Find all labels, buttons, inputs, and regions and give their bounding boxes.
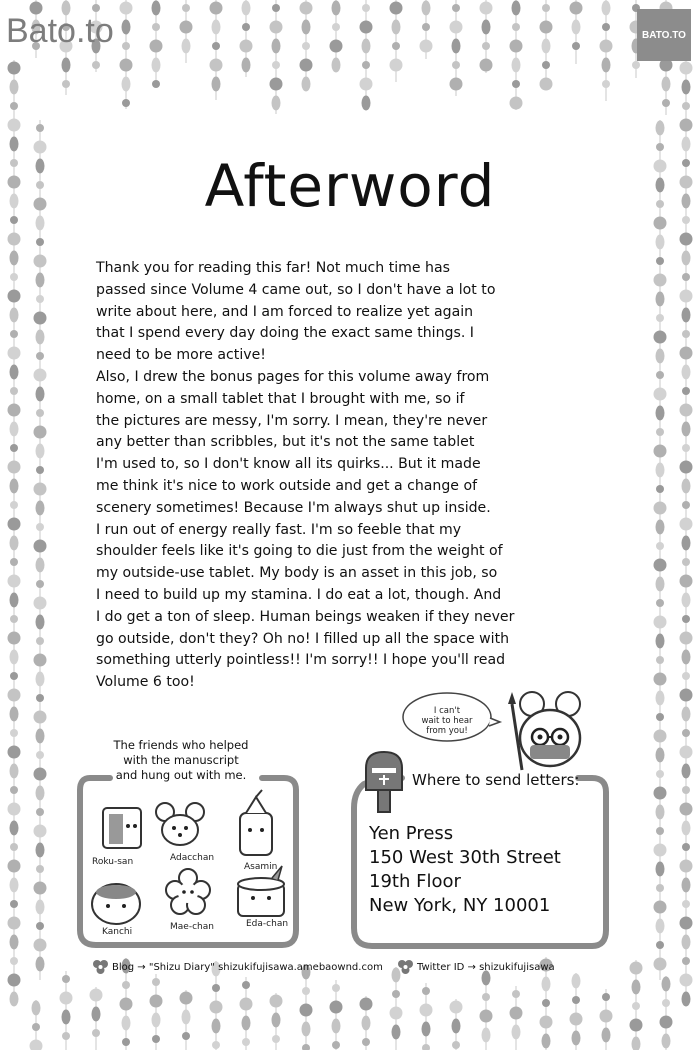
friend-doodle-mae-chan <box>166 869 210 914</box>
speech-bubble-line: wait to hear <box>421 716 473 726</box>
speech-bubble-line: I can't <box>433 706 461 716</box>
mailbox-icon <box>366 752 402 812</box>
friends-heading-line: with the manuscript <box>123 753 239 767</box>
body-line: the pictures are messy, I'm sorry. I mean, they're never <box>96 412 488 429</box>
speech-bubble-line: from you! <box>426 726 468 736</box>
address-line: Yen Press <box>369 823 454 844</box>
site-watermark: Bato.to <box>6 12 114 50</box>
friend-name-mae-chan: Mae-chan <box>170 922 214 932</box>
body-line: any better than scribbles, but it's not the same tablet <box>96 434 475 451</box>
page-title: Afterword <box>204 152 496 220</box>
body-line: need to be more active! <box>96 347 266 364</box>
letters-title: Where to send letters: <box>412 771 580 789</box>
body-line: passed since Volume 4 came out, so I don't have a lot to <box>96 281 496 298</box>
body-line: my outside-use tablet. My body is an asset in this job, so <box>96 565 498 582</box>
address-line: New York, NY 10001 <box>369 895 551 916</box>
friends-heading-line: and hung out with me. <box>115 768 247 782</box>
friend-name-eda-chan: Eda-chan <box>246 919 289 929</box>
body-line: write about here, and I am forced to realize yet again <box>96 303 474 320</box>
author-mascot-icon <box>508 692 580 770</box>
twitter-flower-icon <box>398 960 413 974</box>
body-line: me think it's nice to work outside and get a change of <box>96 477 478 494</box>
friend-doodle-kanchi <box>92 884 140 924</box>
body-line: Volume 6 too! <box>96 674 195 691</box>
friends-heading-line: The friends who helped <box>113 738 249 752</box>
body-line: I do get a ton of sleep. Human beings weaken if they never <box>96 608 515 625</box>
body-line: I run out of energy really fast. I'm so feeble that my <box>96 521 462 538</box>
body-line: Also, I drew the bonus pages for this volume away from <box>96 368 490 385</box>
body-line: scenery sometimes! Because I'm always shut up inside. <box>96 499 491 516</box>
friend-name-asamin: Asamin <box>244 862 278 872</box>
site-badge: BATO.TO <box>637 9 691 61</box>
friends-heading <box>96 738 266 783</box>
body-line: I'm used to, so I don't know all its quirks... But it made <box>96 456 481 473</box>
afterword-body <box>96 258 596 694</box>
friend-name-roku-san: Roku-san <box>92 857 134 867</box>
friend-doodle-roku-san <box>103 808 141 848</box>
body-line: I need to build up my stamina. I do eat a lot, though. And <box>96 586 502 603</box>
body-line: home, on a small tablet that I brought with me, so if <box>96 390 465 407</box>
body-line: shoulder feels like it's going to die just from the weight of <box>96 543 503 560</box>
address-line: 150 West 30th Street <box>369 847 561 868</box>
speech-bubble-text <box>412 706 482 736</box>
friend-name-kanchi: Kanchi <box>102 927 133 937</box>
body-line: that I spend every day doing the exact same things. I <box>96 325 474 342</box>
friend-doodle-asamin <box>240 790 272 855</box>
mailing-address <box>369 822 561 918</box>
footer-twitter: Twitter ID → shizukifujisawa <box>417 962 555 973</box>
friend-doodle-eda-chan <box>238 866 284 916</box>
body-line: go outside, don't they? Oh no! I filled up all the space with <box>96 630 510 647</box>
blog-flower-icon <box>93 960 108 974</box>
address-line: 19th Floor <box>369 871 461 892</box>
friend-name-adacchan: Adacchan <box>170 853 215 863</box>
friend-doodle-adacchan <box>156 803 204 845</box>
body-line: something utterly pointless!! I'm sorry!! I hope you'll read <box>96 652 506 669</box>
body-line: Thank you for reading this far! Not much time has <box>96 260 450 276</box>
footer-blog: Blog → "Shizu Diary" shizukifujisawa.amebaownd.com <box>112 962 383 973</box>
